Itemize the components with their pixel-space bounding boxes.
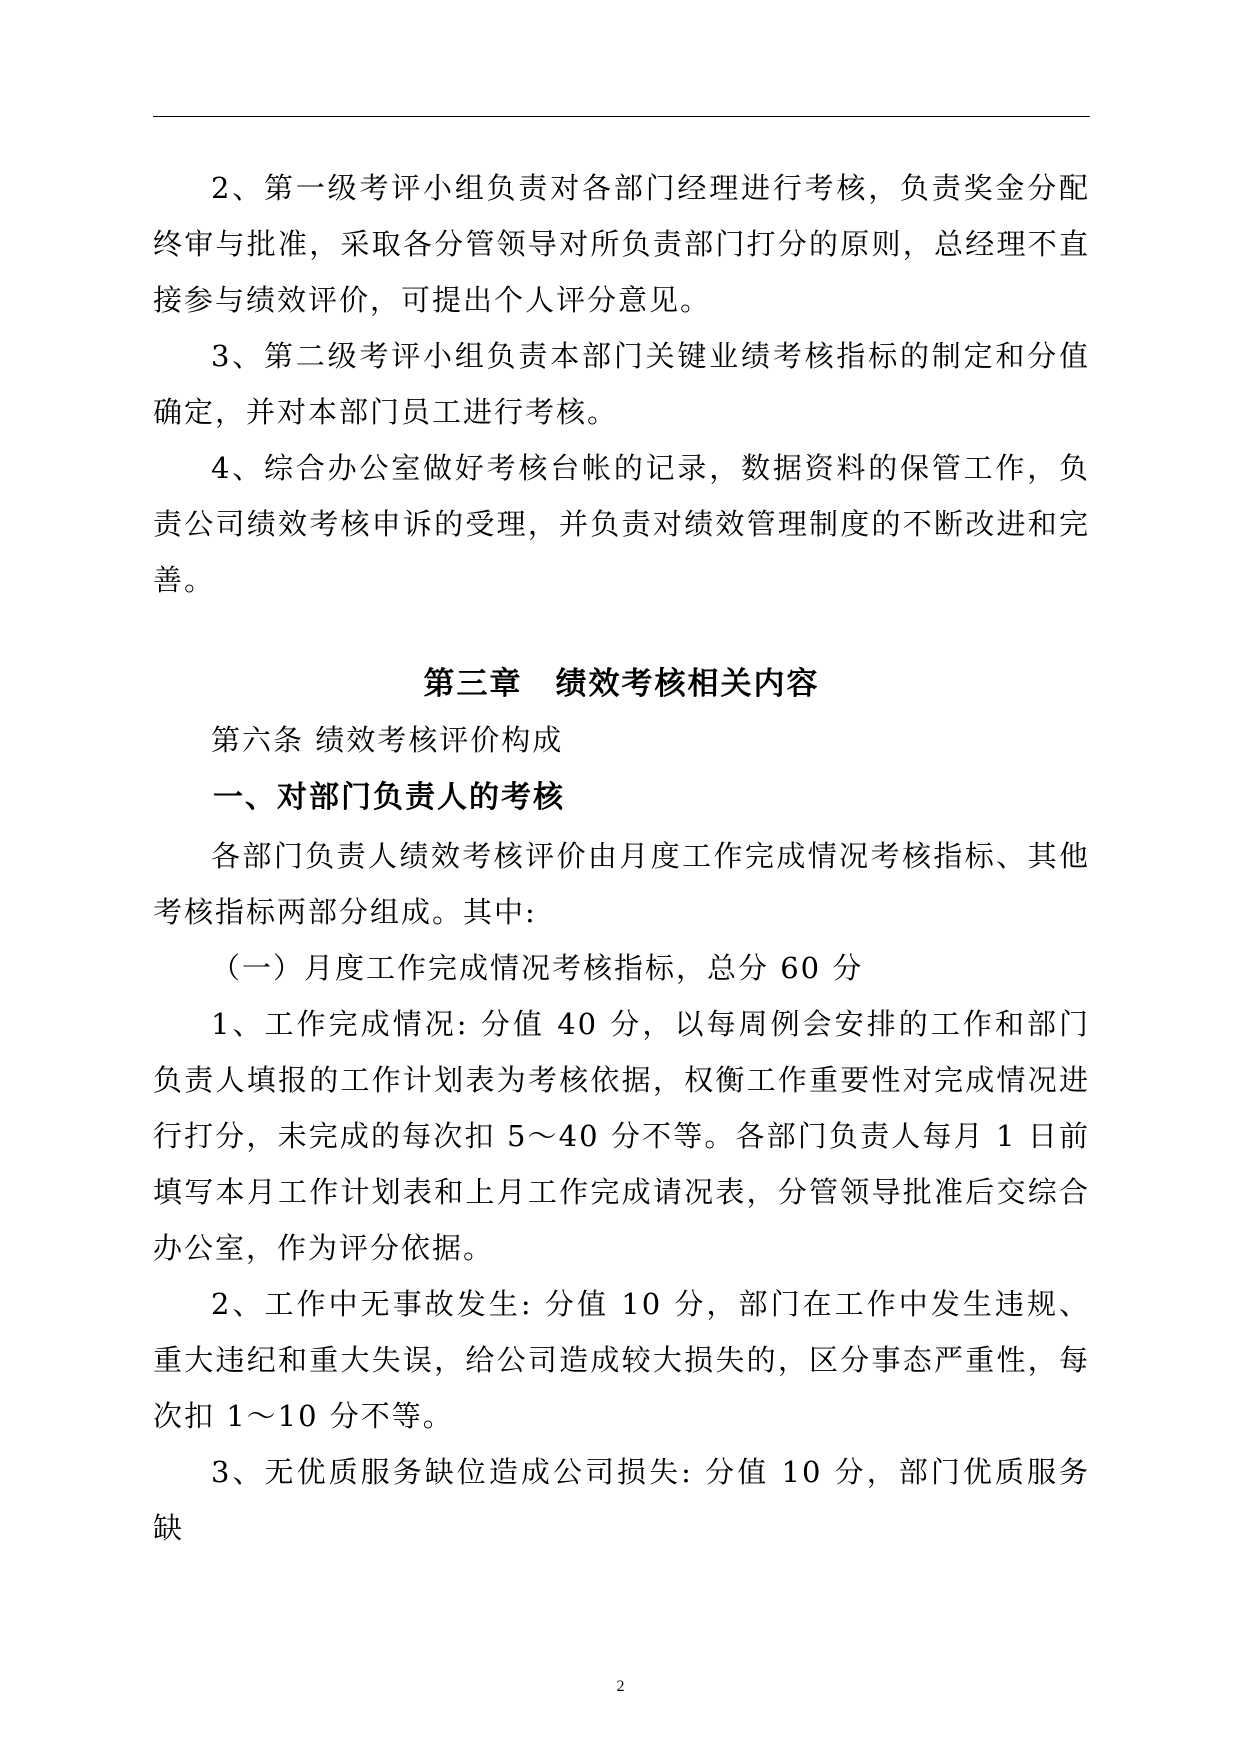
paragraph-item-3: 3、第二级考评小组负责本部门关键业绩考核指标的制定和分值确定，并对本部门员工进行考核。 [153, 339, 1090, 429]
section-title: 一、对部门负责人的考核 [213, 780, 565, 815]
article-title: 第六条 绩效考核评价构成 [211, 723, 564, 757]
paragraph-service-quality: 3、无优质服务缺位造成公司损失: 分值 10 分，部门优质服务缺 [153, 1455, 1090, 1545]
paragraph-work-completion: 1、工作完成情况: 分值 40 分，以每周例会安排的工作和部门负责人填报的工作计划表为考核依据，权衡工作重要性对完成情况进行打分，未完成的每次扣 5～40 分不等。各部门负责人每月 1 日前填写本月工作计划表和上月工作完成请况表，分管领导批准后交综合办公室，作为评分依据。 [153, 1007, 1090, 1265]
chapter-spacing [153, 608, 1090, 656]
chapter-title: 第三章 绩效考核相关内容 [423, 666, 820, 702]
paragraph-intro: 各部门负责人绩效考核评价由月度工作完成情况考核指标、其他考核指标两部分组成。其中: [153, 839, 1090, 929]
paragraph-subheading: （一）月度工作完成情况考核指标，总分 60 分 [211, 951, 864, 985]
paragraph-item-2: 2、第一级考评小组负责对各部门经理进行考核，负责奖金分配终审与批准，采取各分管领导对所负责部门打分的原则，总经理不直接参与绩效评价，可提出个人评分意见。 [153, 171, 1090, 317]
page-number: 2 [616, 1678, 625, 1695]
page-content [153, 160, 1090, 1556]
paragraph-item-4: 4、综合办公室做好考核台帐的记录，数据资料的保管工作，负责公司绩效考核申诉的受理，并负责对绩效管理制度的不断改进和完善。 [153, 451, 1090, 597]
header-divider [153, 116, 1090, 117]
paragraph-no-accident: 2、工作中无事故发生: 分值 10 分，部门在工作中发生违规、重大违纪和重大失误，给公司造成较大损失的，区分事态严重性，每次扣 1～10 分不等。 [153, 1287, 1090, 1433]
